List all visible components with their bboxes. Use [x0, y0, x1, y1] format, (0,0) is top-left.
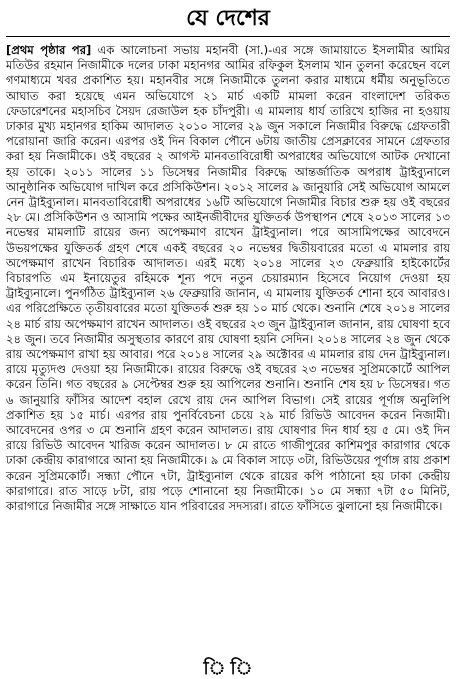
article-body-text: এক আলোচনা সভায় মহানবী (সা.)-এর সঙ্গে জামায়াতে ইসলামীর আমির মতিউর রহমান নিজামীকে দলের ঢাকা মহানগর আমির রফিকুল ইসলাম খান তুলনা করেছেন বলে গণমাধ্যমে খবর প্রকাশিত হয়। মহানবীর সঙ্গে নিজামীকে তুলনা করার মাধ্যমে ধর্মীয় অনুভূতিতে আঘাত করা হয়েছে এমন অভিযোগে ২১ মার্চ একটি মামলা করেন বাংলাদেশ তরিকত ফেডারেশনের মহাসচিব সৈয়দ রেজাউল হক চাঁদপুরী। এ মামলায় ধার্য তারিখে হাজির না হওয়ায় ঢাকার মুখ্য মহানগর হাকিম আদালত ২০১০ সালের ২৯ জুন সকালে নিজামীর বিরুদ্ধে গ্রেফতারী পরোয়ানা জারি করেন। এরপর ওই দিন বিকাল পৌনে ৬টায় জাতীয় প্রেসক্লাবের সামনে গ্রেফতার করা হয় নিজামীকে। ওই বছরের ২ আগস্ট মানবতাবিরোধী অপরাধের অভিযোগে আটক দেখানো হয় তাকে। ২০১১ সালের ১১ ডিসেম্বর নিজামীর বিরুদ্ধে আন্তর্জাতিক অপরাধ ট্রাইব্যুনালে আনুষ্ঠানিক অভিযোগ দাখিল করে প্রসিকিউশন। ২০১২ সালের ৯ জানুয়ারি সেই অভিযোগ আমলে নেন ট্রাইব্যুনাল। মানবতাবিরোধী অপরাধের ১৬টি অভিযোগে নিজামীর বিচার শুরু হয় ওই বছরের ২৮ মে। প্রসিকিউশন ও আসামি পক্ষের আইনজীবীদের যুক্তিতর্ক উপস্থাপন শেষে ২০১৩ সালের ১৩ নভেম্বর মামলাটি রায়ের জন্য অপেক্ষমাণ রাখেন ট্রাইব্যুনাল। পরে আসামিপক্ষের আবেদনে উভয়পক্ষের যুক্তিতর্ক গ্রহণ শেষে একই বছরের ২০ নভেম্বর দ্বিতীয়বারের মতো এ মামলার রায় অপেক্ষমাণ রাখেন বিচারিক আদালত। এরই মধ্যে ২০১৪ সালের ২৩ ফেব্রুয়ারি হাইকোর্টের বিচারপতি এম ইনায়েতুর রহিমকে শূন্য পদে নতুন চেয়ারম্যান হিসেবে নিয়োগ দেওয়া হয় ট্রাইব্যুনালে। পুনর্গঠিত ট্রাইব্যুনাল ২৬ ফেব্রুয়ারি জানান, এ মামলায় যুক্তিতর্ক শোনা হবে আবারও। এর পরিপ্রেক্ষিতে তৃতীয়বারের মতো যুক্তিতর্ক শুরু হয় ১০ মার্চ থেকে। শুনানি শেষে ২০১৪ সালের ২৪ মার্চ রায় অপেক্ষমাণ রাখেন আদালত। ওই বছরের ২৩ জুন ট্রাইব্যুনাল জানান, রায় ঘোষণা হবে ২৪ জুন। তবে নিজামীর অসুস্থতার কারণে রায় ঘোষণা হয়নি সেদিন। ২০১৪ সালের ২৪ জুন থেকে রায় অপেক্ষমাণ রাখা হয় আবার। পরে ২০১৪ সালের ২৯ অক্টোবর এ মামলার রায় দেন ট্রাইব্যুনাল। রায়ে মৃত্যুদণ্ড দেওয়া হয় নিজামীকে। রায়ের বিরুদ্ধে ওই বছরের ২৩ নভেম্বর সুপ্রিমকোর্টে আপিল করেন তিনি। গত বছরের ৯ সেপ্টেম্বর শুরু হয় আপিলের শুনানি। শুনানি শেষ হয় ৮ ডিসেম্বর। গত ৬ জানুয়ারি ফাঁসির আদেশ বহাল রেখে রায় দেন আপিল বিভাগ। সেই রায়ের পূর্ণাঙ্গ অনুলিপি প্রকাশিত হয় ১৫ মার্চ। এরপর রায় পুনর্বিবেচনা চেয়ে ২৯ মার্চ রিভিউ আবেদন করেন নিজামী। আবেদনের ওপর ৩ মে শুনানি গ্রহণ করেন আদালত। রায় ঘোষণার দিন ধার্য হয় ৫ মে। ওই দিন রায়ে রিভিউ আবেদন খারিজ করেন আদালত। ৮ মে রাতে গাজীপুরের কাশিমপুর কারাগার থেকে ঢাকা কেন্দ্রীয় কারাগারে আনা হয় নিজামীকে। ৯ মে বিকাল সাড়ে ৩টা, রিভিউয়ের পূর্ণাঙ্গ রায় প্রকাশ করেন সুপ্রিমকোর্ট। সন্ধ্যা পৌনে ৭টা, ট্রাইব্যুনাল থেকে রায়ের কপি পাঠানো হয় ঢাকা কেন্দ্রীয় কারাগারে। রাত সাড়ে ৮টা, রায় পড়ে শোনানো হয় নিজামীকে। ১০ মে সন্ধ্যা ৭টা ৫০ মিনিট, কারাগারে নিজামীর সঙ্গে সাক্ষাতে যান পরিবারের সদস্যরা। রাতে ফাঁসিতে ঝুলানো হয় নিজামীকে। — [6, 43, 451, 514]
continued-from-front-page-label: [প্রথম পৃষ্ঠার পর] — [6, 43, 92, 57]
article-body — [6, 43, 450, 514]
cut-off-next-headline: ি ি — [203, 658, 253, 679]
article-headline: যে দেশের — [186, 6, 270, 31]
headline-divider — [6, 36, 450, 37]
